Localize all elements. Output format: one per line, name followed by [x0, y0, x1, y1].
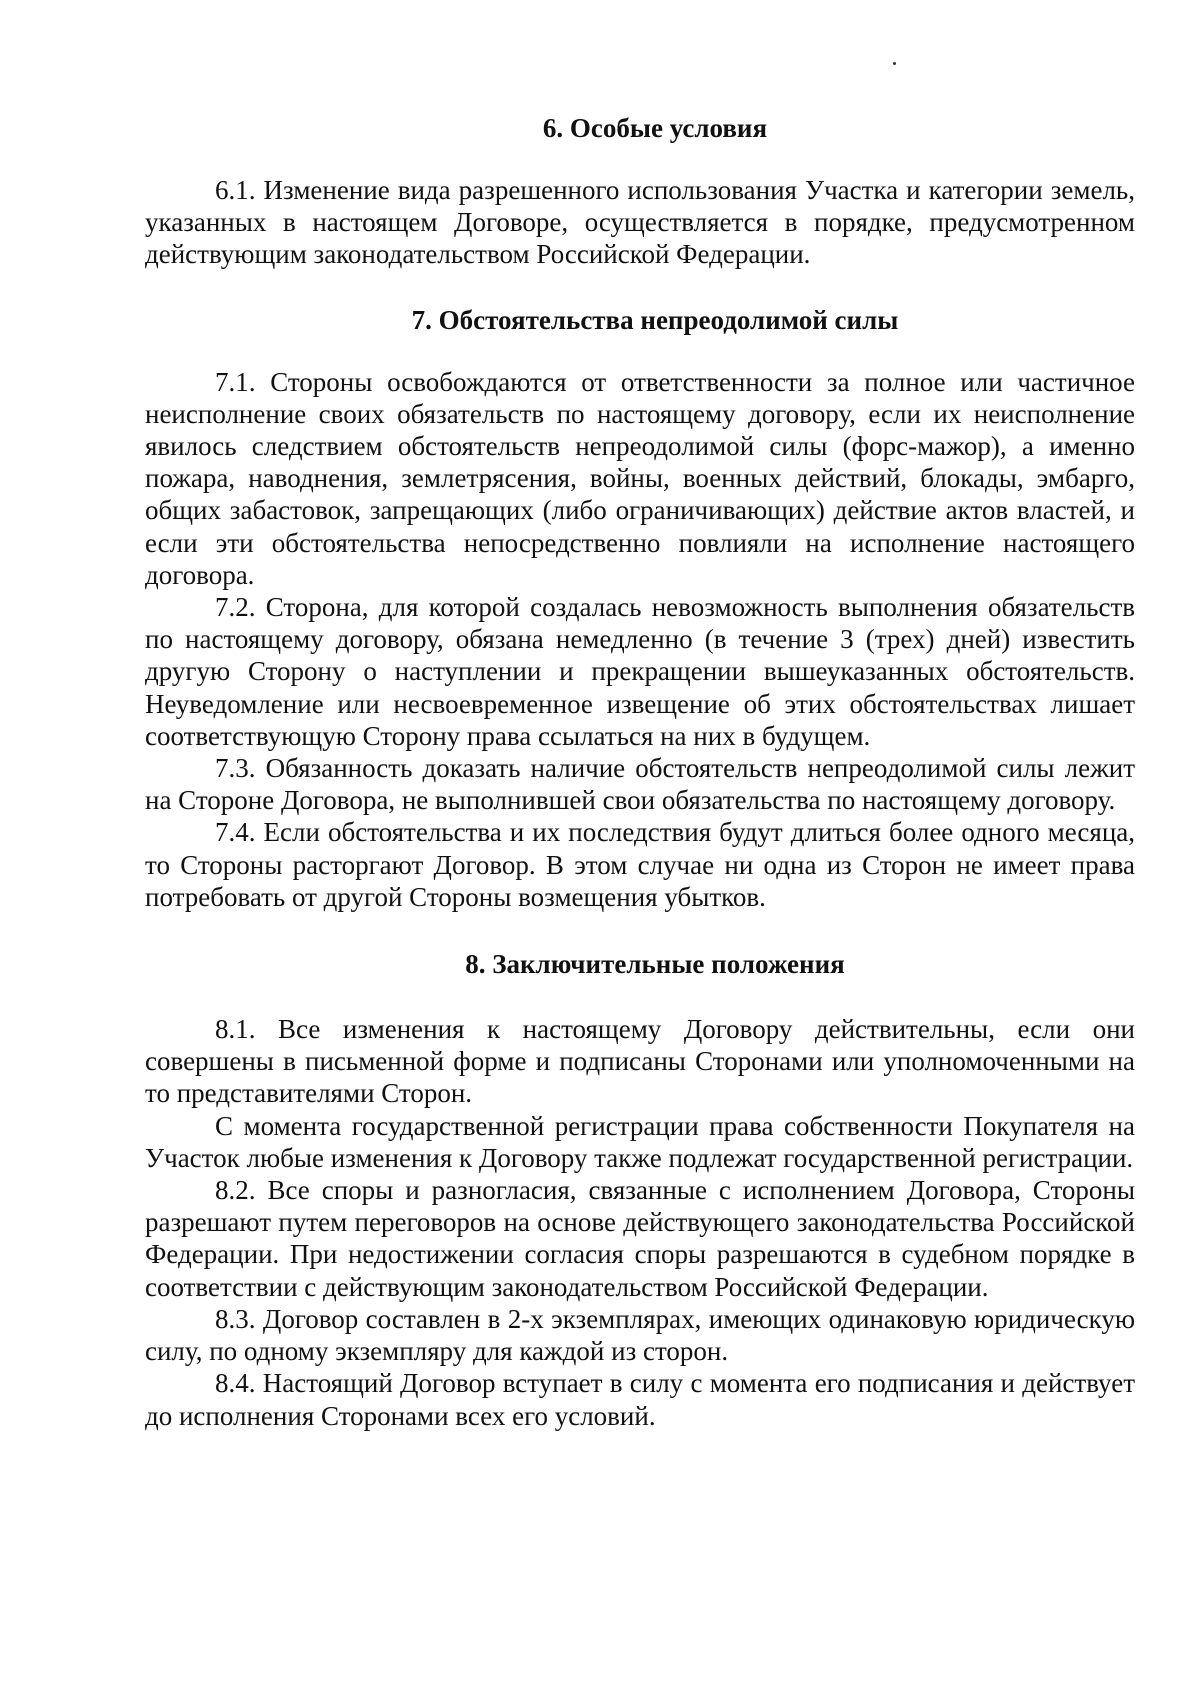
- section-8-heading: 8. Заключительные положения: [465, 949, 845, 980]
- section-7-heading: 7. Обстоятельства непреодолимой силы: [411, 304, 899, 335]
- clause-7-4: 7.4. Если обстоятельства и их последствия будут длиться более одного месяца, то Стороны расторгают Договор. В этом случае ни одна из Сторон не имеет права потребовать от другой Стороны возмещения убытков.: [145, 817, 1135, 912]
- clause-7-3: 7.3. Обязанность доказать наличие обстоятельств непреодолимой силы лежит на Стороне Договора, не выполнившей свои обязательства по настоящему договору.: [145, 753, 1135, 816]
- clause-8-4: 8.4. Настоящий Договор вступает в силу с момента его подписания и действует до исполнения Сторонами всех его условий.: [145, 1368, 1135, 1431]
- scan-speck: [893, 62, 896, 65]
- clause-8-1: 8.1. Все изменения к настоящему Договору действительны, если они совершены в письменной форме и подписаны Сторонами или уполномоченными на то представителями Сторон.: [145, 1014, 1135, 1109]
- clause-7-1: 7.1. Стороны освобождаются от ответственности за полное или частичное неисполнение своих обязательств по настоящему договору, если их неисполнение явилось следствием обстоятельств непреодолимой силы (форс-мажор), а именно пожара, наводнения, землетрясения, войны, военных действий, блокады, эмбарго, общих забастовок, запрещающих (либо ограничивающих) действие актов властей, и если эти обстоятельства непосредственно повлияли на исполнение настоящего договора.: [145, 366, 1135, 590]
- clause-7-2: 7.2. Сторона, для которой создалась невозможность выполнения обязательств по настоящему договору, обязана немедленно (в течение 3 (трех) дней) известить другую Сторону о наступлении и прекращении вышеуказанных обстоятельств. Неуведомление или несвоевременное извещение об этих обстоятельствах лишает соответствующую Сторону права ссылаться на них в будущем.: [145, 592, 1135, 751]
- section-6-heading: 6. Особые условия: [542, 113, 768, 143]
- clause-8-3: 8.3. Договор составлен в 2-х экземплярах, имеющих одинаковую юридическую силу, по одному экземпляру для каждой из сторон.: [145, 1303, 1135, 1367]
- clause-6-1: 6.1. Изменение вида разрешенного использования Участка и категории земель, указанных в настоящем Договоре, осуществляется в порядке, предусмотренном действующим законодательством Российской Федерации.: [145, 175, 1135, 270]
- clause-8-2: 8.2. Все споры и разногласия, связанные с исполнением Договора, Стороны разрешают путем переговоров на основе действующего законодательства Российской Федерации. При недостижении согласия споры разрешаются в судебном порядке в соответствии с действующим законодательством Российской Федерации.: [145, 1175, 1135, 1302]
- clause-8-1-registration: С момента государственной регистрации права собственности Покупателя на Участок любые изменения к Договору также подлежат государственной регистрации.: [145, 1110, 1135, 1173]
- document-body: [145, 112, 1135, 1432]
